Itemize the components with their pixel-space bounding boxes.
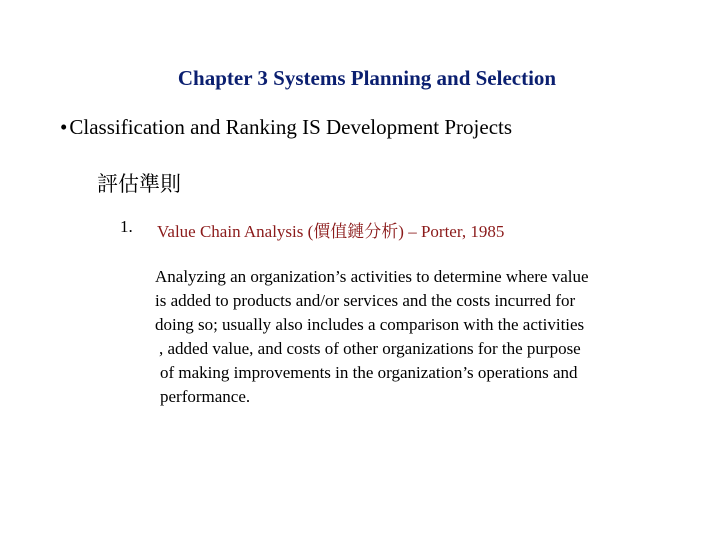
slide-title: Chapter 3 Systems Planning and Selection [177, 66, 557, 90]
bullet-point [60, 115, 512, 140]
paragraph-line: , added value, and costs of other organizations for the purpose [159, 339, 581, 358]
list-item-number: 1. [120, 217, 133, 236]
description-paragraph [155, 265, 675, 409]
paragraph-line: of making improvements in the organization’s operations and [160, 363, 578, 382]
bullet-text: Classification and Ranking IS Development Projects [69, 115, 513, 139]
paragraph-line: is added to products and/or services and the costs incurred for [155, 291, 576, 310]
criteria-heading: 評估準則 [97, 172, 181, 196]
paragraph-line: performance. [160, 387, 251, 406]
bullet-marker: • [60, 115, 68, 139]
paragraph-line: doing so; usually also includes a comparison with the activities [155, 315, 585, 334]
paragraph-line: Analyzing an organization’s activities to determine where value [155, 267, 589, 286]
list-item-text: Value Chain Analysis (價值鏈分析) – Porter, 1985 [157, 222, 505, 241]
